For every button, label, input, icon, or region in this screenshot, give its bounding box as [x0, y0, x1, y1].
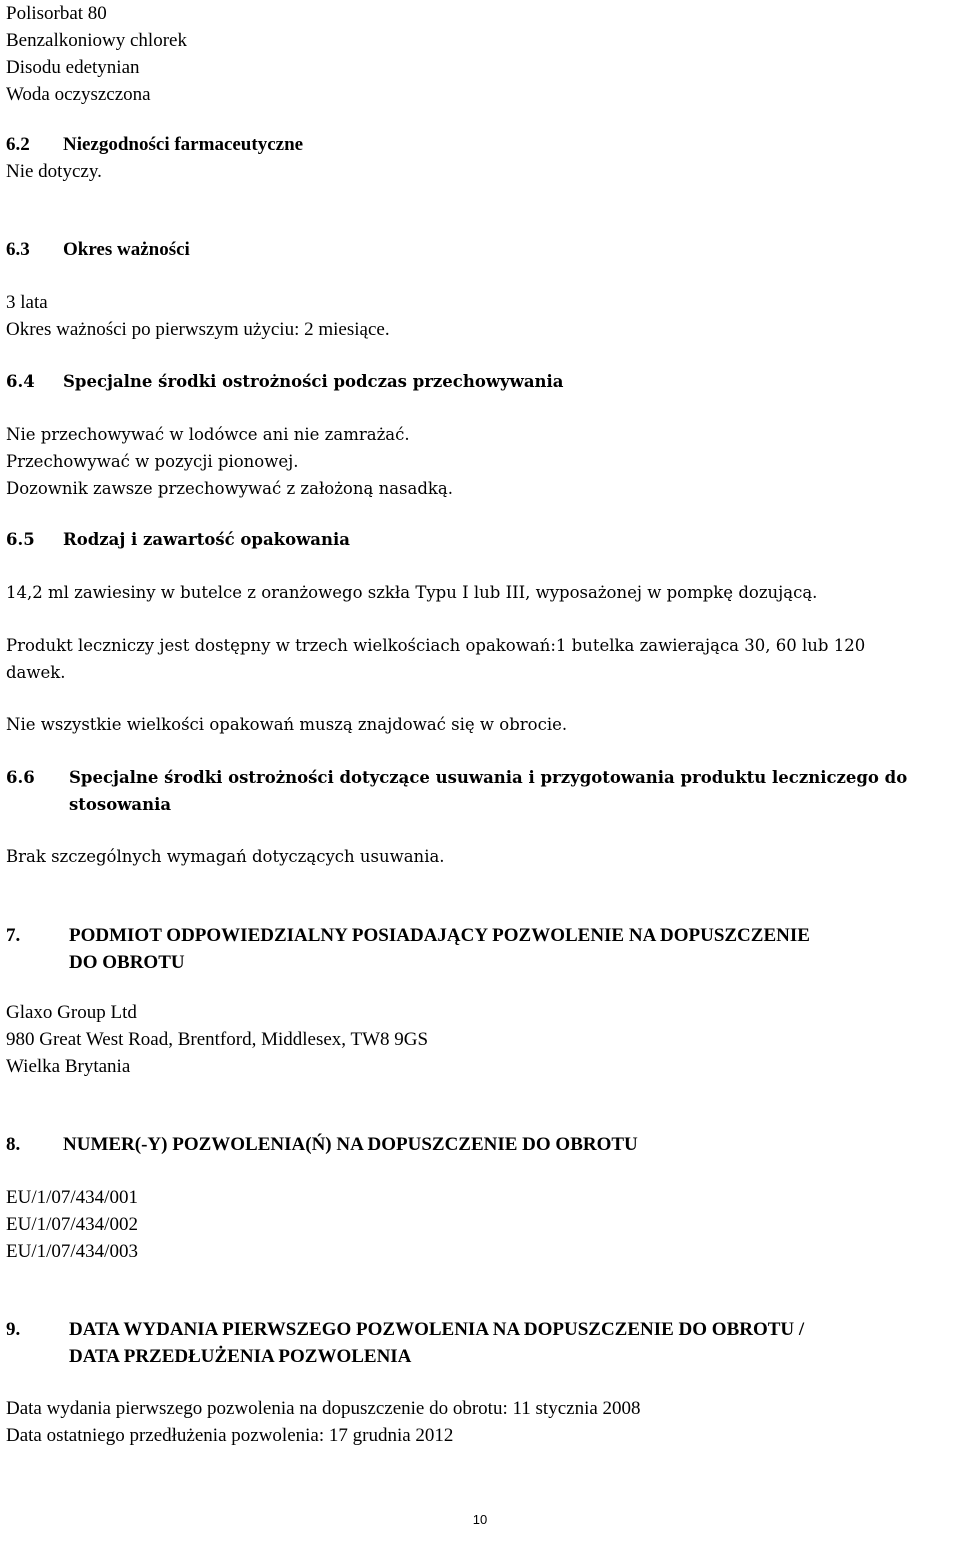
section-6-3-heading — [6, 236, 960, 263]
section-number: 6.5 — [6, 530, 35, 549]
section-title: Okres ważności — [63, 239, 190, 260]
section-number: 6.3 — [6, 239, 30, 260]
section-title-line: DATA WYDANIA PIERWSZEGO POZWOLENIA NA DOPUSZCZENIE DO OBROTU / — [69, 1319, 805, 1340]
storage-instruction: Dozownik zawsze przechowywać z założoną nasadką. — [6, 479, 453, 498]
section-number: 7. — [6, 925, 21, 946]
marketing-authorisation-holder — [6, 999, 960, 1080]
pack-sizes-line: dawek. — [6, 663, 66, 682]
section-8-heading — [6, 1131, 960, 1158]
section-title-line: Specjalne środki ostrożności dotyczące usuwania i przygotowania produktu leczniczego do — [69, 768, 908, 787]
section-title: Rodzaj i zawartość opakowania — [63, 530, 350, 549]
section-6-5-heading — [6, 526, 960, 553]
pack-sizes-line: Produkt leczniczy jest dostępny w trzech wielkościach opakowań:1 butelka zawierająca 30, 60 lub 120 — [6, 636, 866, 655]
section-6-4-body — [6, 421, 960, 502]
section-7-heading — [6, 922, 960, 976]
section-6-4-heading — [6, 368, 960, 395]
packaging-description: 14,2 ml zawiesiny w butelce z oranżowego szkła Typu I lub III, wyposażonej w pompkę dozującą. — [6, 583, 818, 602]
section-number: 6.4 — [6, 372, 35, 391]
section-6-3-body — [6, 289, 960, 343]
first-authorisation-date: Data wydania pierwszego pozwolenia na dopuszczenie do obrotu: 11 stycznia 2008 — [6, 1398, 641, 1419]
shelf-life-text: 3 lata — [6, 292, 48, 313]
section-9-heading — [6, 1316, 960, 1370]
storage-instruction: Przechowywać w pozycji pionowej. — [6, 452, 299, 471]
storage-instruction: Nie przechowywać w lodówce ani nie zamrażać. — [6, 425, 410, 444]
section-6-6-heading — [6, 764, 960, 818]
company-address: 980 Great West Road, Brentford, Middlesex, TW8 9GS — [6, 1029, 429, 1050]
excipient-item: Woda oczyszczona — [6, 84, 151, 105]
page-number: 10 — [472, 1512, 488, 1527]
section-number: 6.6 — [6, 768, 35, 787]
authorisation-number: EU/1/07/434/003 — [6, 1241, 138, 1262]
shelf-life-after-opening: Okres ważności po pierwszym użyciu: 2 miesiące. — [6, 319, 390, 340]
section-title: NUMER(-Y) POZWOLENIA(Ń) NA DOPUSZCZENIE DO OBROTU — [63, 1134, 638, 1155]
authorisation-number: EU/1/07/434/001 — [6, 1187, 138, 1208]
section-title-line: DO OBROTU — [69, 952, 185, 973]
section-title-line: PODMIOT ODPOWIEDZIALNY POSIADAJĄCY POZWOLENIE NA DOPUSZCZENIE — [69, 925, 810, 946]
section-6-2-text: Nie dotyczy. — [6, 161, 102, 182]
section-title: Niezgodności farmaceutyczne — [63, 134, 304, 155]
section-number: 9. — [6, 1319, 21, 1340]
authorisation-numbers — [6, 1184, 960, 1265]
excipient-item: Disodu edetynian — [6, 57, 140, 78]
section-title-line: stosowania — [69, 795, 172, 814]
authorisation-number: EU/1/07/434/002 — [6, 1214, 138, 1235]
pack-availability-note: Nie wszystkie wielkości opakowań muszą znajdować się w obrocie. — [6, 715, 568, 734]
renewal-date: Data ostatniego przedłużenia pozwolenia: 17 grudnia 2012 — [6, 1425, 454, 1446]
excipient-item: Polisorbat 80 — [6, 3, 107, 24]
company-country: Wielka Brytania — [6, 1056, 131, 1077]
excipient-list — [6, 0, 960, 108]
company-name: Glaxo Group Ltd — [6, 1002, 137, 1023]
section-title — [69, 922, 960, 976]
authorisation-dates — [6, 1395, 960, 1449]
section-title: Specjalne środki ostrożności podczas przechowywania — [63, 372, 564, 391]
section-6-6-text: Brak szczególnych wymagań dotyczących usuwania. — [6, 847, 445, 866]
section-title — [69, 1316, 960, 1370]
section-number: 8. — [6, 1134, 21, 1155]
section-6-2-heading — [6, 131, 960, 158]
pack-sizes-text — [6, 632, 960, 686]
section-title-line: DATA PRZEDŁUŻENIA POZWOLENIA — [69, 1346, 412, 1367]
section-title — [69, 764, 960, 818]
section-number: 6.2 — [6, 134, 30, 155]
excipient-item: Benzalkoniowy chlorek — [6, 30, 187, 51]
